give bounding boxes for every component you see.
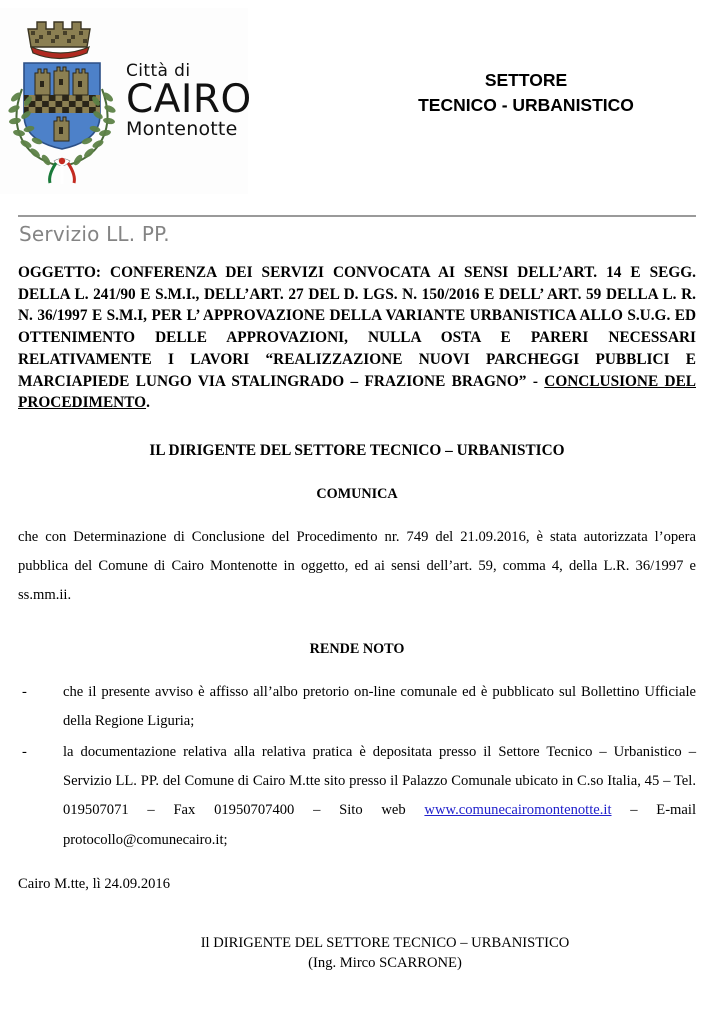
subject-prefix: OGGETTO:: [18, 264, 102, 281]
list-item-text-after-link: – E-mail protocollo@comunecairo.it;: [63, 802, 696, 848]
municipality-logo-block: [0, 8, 252, 194]
list-item: [18, 738, 696, 855]
logo-line-cairo: CAIRO: [126, 76, 252, 122]
heading-comunica: COMUNICA: [316, 486, 398, 503]
heading-rende-noto: RENDE NOTO: [309, 640, 405, 657]
list-item: [18, 678, 696, 736]
subject-suffix: .: [146, 394, 150, 412]
place-and-date: Cairo M.tte, lì 24.09.2016: [18, 875, 171, 892]
coat-of-arms-icon: [2, 11, 122, 191]
signature-title: Il DIRIGENTE DEL SETTORE TECNICO – URBANISTICO: [200, 935, 570, 952]
list-item-text: che il presente avviso è affisso all’albo pretorio on-line comunale ed è pubblicato sul Bollettino Ufficiale della Regione Liguria;: [63, 683, 696, 729]
header-divider: [18, 215, 696, 217]
list-item-text-before-link: la documentazione relativa alla relativa pratica è depositata presso il Settore Tecnico – Urbanistico – Servizio LL. PP. del Comune di Cairo M.tte sito presso il Palazzo Comunale ubicato in C.so Italia, 45 – Tel. 019507071 – Fax 01950707400 – Sito web: [63, 743, 696, 819]
subject-paragraph: [18, 262, 696, 414]
signature-name: (Ing. Mirco SCARRONE): [308, 955, 462, 972]
subject-underlined-text: CONCLUSIONE DEL PROCEDIMENTO: [18, 372, 696, 412]
department-title: [356, 68, 696, 119]
website-link[interactable]: www.comunecairomontenotte.it: [424, 802, 612, 819]
heading-dirigente: IL DIRIGENTE DEL SETTORE TECNICO – URBANISTICO: [149, 442, 565, 460]
main-paragraph: che con Determinazione di Conclusione del Procedimento nr. 749 del 21.09.2016, è stata autorizzata l’opera pubblica del Comune di Cairo Montenotte in oggetto, ed ai sensi dell’art. 59, comma 4, della L.R. 36/1997 e ss.mm.ii.: [18, 529, 696, 604]
department-title-line2: TECNICO - URBANISTICO: [418, 95, 634, 116]
logo-wordmark: [126, 60, 252, 141]
document-body: [18, 262, 696, 974]
bullet-marker: -: [22, 683, 27, 700]
notice-list: [18, 678, 696, 855]
logo-line-citta: Città di: [126, 60, 191, 81]
service-label: Servizio LL. PP.: [19, 222, 170, 246]
signature-block: [18, 934, 696, 973]
subject-text: CONFERENZA DEI SERVIZI CONVOCATA AI SENSI DELL’ART. 14 E SEGG. DELLA L. 241/90 E S.M.I., DELL’ART. 27 DEL D. LGS. N. 150/2016 E DELL’ ART. 59 DELLA L. R. N. 36/1997 E S.M.I, PER L’ APPROVAZIONE DELLA VARIANTE URBANISTICA ALLO S.U.G. ED OTTENIMENTO DELLE APPROVAZIONI, NULLA OSTA E PARERI NECESSARI RELATIVAMENTE I LAVORI “REALIZZAZIONE NUOVI PARCHEGGI PUBBLICI E MARCIAPIEDE LUNGO VIA STALINGRADO – FRAZIONE BRAGNO” -: [18, 264, 696, 390]
document-header: [0, 0, 714, 196]
bullet-marker: -: [22, 743, 27, 760]
department-title-line1: SETTORE: [484, 70, 568, 90]
logo-line-montenotte: Montenotte: [126, 118, 238, 141]
